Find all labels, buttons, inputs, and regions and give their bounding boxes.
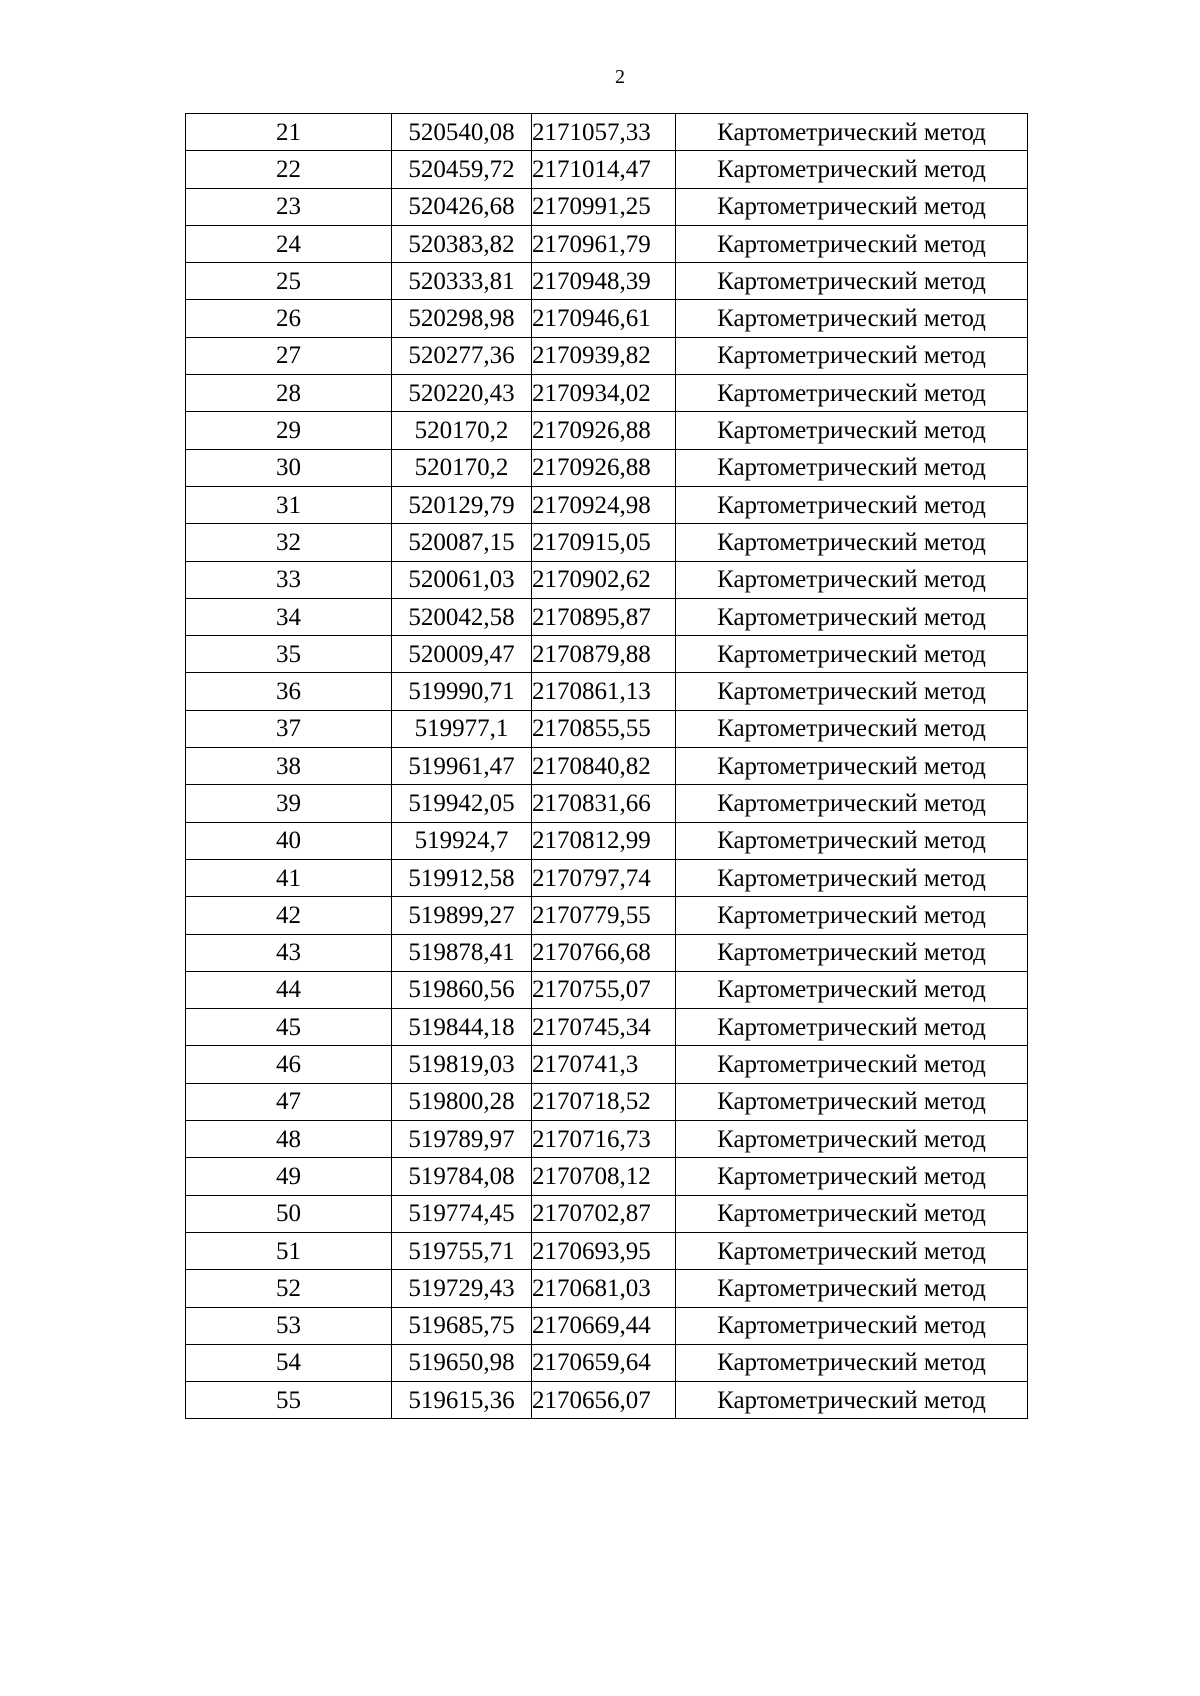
method-cell: Картометрический метод (676, 748, 1028, 785)
x-coordinate-cell: 520383,82 (392, 225, 532, 262)
method-cell: Картометрический метод (676, 188, 1028, 225)
y-coordinate-cell: 2170934,02 (532, 375, 676, 412)
table-row (186, 114, 1028, 151)
table-row (186, 1083, 1028, 1120)
x-coordinate-cell: 519800,28 (392, 1083, 532, 1120)
x-coordinate-cell: 519819,03 (392, 1046, 532, 1083)
x-coordinate-cell: 520061,03 (392, 561, 532, 598)
method-cell: Картометрический метод (676, 710, 1028, 747)
x-coordinate-cell: 520087,15 (392, 524, 532, 561)
table-row (186, 524, 1028, 561)
x-coordinate-cell: 519755,71 (392, 1232, 532, 1269)
y-coordinate-cell: 2170755,07 (532, 971, 676, 1008)
method-cell: Картометрический метод (676, 524, 1028, 561)
x-coordinate-cell: 519650,98 (392, 1344, 532, 1381)
x-coordinate-cell: 519789,97 (392, 1121, 532, 1158)
table-row (186, 1344, 1028, 1381)
y-coordinate-cell: 2170855,55 (532, 710, 676, 747)
y-coordinate-cell: 2170915,05 (532, 524, 676, 561)
point-number-cell: 47 (186, 1083, 392, 1120)
method-cell: Картометрический метод (676, 785, 1028, 822)
method-cell: Картометрический метод (676, 337, 1028, 374)
point-number-cell: 33 (186, 561, 392, 598)
y-coordinate-cell: 2171057,33 (532, 114, 676, 151)
method-cell: Картометрический метод (676, 859, 1028, 896)
table-row (186, 598, 1028, 635)
x-coordinate-cell: 520009,47 (392, 636, 532, 673)
x-coordinate-cell: 520170,2 (392, 412, 532, 449)
table-row (186, 1121, 1028, 1158)
point-number-cell: 35 (186, 636, 392, 673)
table-row (186, 971, 1028, 1008)
table-row (186, 859, 1028, 896)
table-row (186, 1307, 1028, 1344)
method-cell: Картометрический метод (676, 1232, 1028, 1269)
point-number-cell: 42 (186, 897, 392, 934)
table-row (186, 263, 1028, 300)
y-coordinate-cell: 2170926,88 (532, 412, 676, 449)
method-cell: Картометрический метод (676, 412, 1028, 449)
y-coordinate-cell: 2170895,87 (532, 598, 676, 635)
point-number-cell: 23 (186, 188, 392, 225)
method-cell: Картометрический метод (676, 636, 1028, 673)
point-number-cell: 31 (186, 486, 392, 523)
point-number-cell: 27 (186, 337, 392, 374)
point-number-cell: 26 (186, 300, 392, 337)
method-cell: Картометрический метод (676, 673, 1028, 710)
y-coordinate-cell: 2170659,64 (532, 1344, 676, 1381)
x-coordinate-cell: 520298,98 (392, 300, 532, 337)
y-coordinate-cell: 2170924,98 (532, 486, 676, 523)
y-coordinate-cell: 2170656,07 (532, 1382, 676, 1419)
method-cell: Картометрический метод (676, 449, 1028, 486)
table-row (186, 486, 1028, 523)
point-number-cell: 54 (186, 1344, 392, 1381)
method-cell: Картометрический метод (676, 225, 1028, 262)
table-row (186, 1046, 1028, 1083)
method-cell: Картометрический метод (676, 598, 1028, 635)
point-number-cell: 53 (186, 1307, 392, 1344)
point-number-cell: 37 (186, 710, 392, 747)
point-number-cell: 51 (186, 1232, 392, 1269)
method-cell: Картометрический метод (676, 151, 1028, 188)
table-row (186, 188, 1028, 225)
x-coordinate-cell: 520220,43 (392, 375, 532, 412)
y-coordinate-cell: 2170708,12 (532, 1158, 676, 1195)
table-row (186, 300, 1028, 337)
y-coordinate-cell: 2170718,52 (532, 1083, 676, 1120)
x-coordinate-cell: 520540,08 (392, 114, 532, 151)
point-number-cell: 25 (186, 263, 392, 300)
y-coordinate-cell: 2170693,95 (532, 1232, 676, 1269)
coordinates-table (185, 113, 1028, 1419)
table-row (186, 225, 1028, 262)
method-cell: Картометрический метод (676, 897, 1028, 934)
point-number-cell: 36 (186, 673, 392, 710)
y-coordinate-cell: 2170702,87 (532, 1195, 676, 1232)
method-cell: Картометрический метод (676, 1083, 1028, 1120)
table-row (186, 337, 1028, 374)
table-row (186, 1382, 1028, 1419)
point-number-cell: 39 (186, 785, 392, 822)
y-coordinate-cell: 2170991,25 (532, 188, 676, 225)
table-row (186, 1009, 1028, 1046)
x-coordinate-cell: 519860,56 (392, 971, 532, 1008)
table-row (186, 1270, 1028, 1307)
x-coordinate-cell: 519990,71 (392, 673, 532, 710)
y-coordinate-cell: 2170669,44 (532, 1307, 676, 1344)
x-coordinate-cell: 519899,27 (392, 897, 532, 934)
x-coordinate-cell: 520459,72 (392, 151, 532, 188)
x-coordinate-cell: 519615,36 (392, 1382, 532, 1419)
method-cell: Картометрический метод (676, 971, 1028, 1008)
method-cell: Картометрический метод (676, 1344, 1028, 1381)
point-number-cell: 55 (186, 1382, 392, 1419)
y-coordinate-cell: 2170741,3 (532, 1046, 676, 1083)
point-number-cell: 50 (186, 1195, 392, 1232)
y-coordinate-cell: 2170961,79 (532, 225, 676, 262)
y-coordinate-cell: 2170766,68 (532, 934, 676, 971)
x-coordinate-cell: 519844,18 (392, 1009, 532, 1046)
table-body (186, 114, 1028, 1419)
page-number: 2 (615, 66, 625, 88)
point-number-cell: 22 (186, 151, 392, 188)
x-coordinate-cell: 520426,68 (392, 188, 532, 225)
table-row (186, 822, 1028, 859)
x-coordinate-cell: 520042,58 (392, 598, 532, 635)
x-coordinate-cell: 519924,7 (392, 822, 532, 859)
method-cell: Картометрический метод (676, 114, 1028, 151)
y-coordinate-cell: 2170831,66 (532, 785, 676, 822)
x-coordinate-cell: 519961,47 (392, 748, 532, 785)
method-cell: Картометрический метод (676, 1009, 1028, 1046)
y-coordinate-cell: 2170861,13 (532, 673, 676, 710)
x-coordinate-cell: 519685,75 (392, 1307, 532, 1344)
table-row (186, 636, 1028, 673)
y-coordinate-cell: 2170939,82 (532, 337, 676, 374)
point-number-cell: 38 (186, 748, 392, 785)
x-coordinate-cell: 519912,58 (392, 859, 532, 896)
x-coordinate-cell: 520277,36 (392, 337, 532, 374)
point-number-cell: 28 (186, 375, 392, 412)
y-coordinate-cell: 2170926,88 (532, 449, 676, 486)
table-row (186, 1195, 1028, 1232)
point-number-cell: 52 (186, 1270, 392, 1307)
x-coordinate-cell: 519977,1 (392, 710, 532, 747)
method-cell: Картометрический метод (676, 822, 1028, 859)
point-number-cell: 24 (186, 225, 392, 262)
x-coordinate-cell: 519729,43 (392, 1270, 532, 1307)
point-number-cell: 21 (186, 114, 392, 151)
method-cell: Картометрический метод (676, 375, 1028, 412)
point-number-cell: 48 (186, 1121, 392, 1158)
method-cell: Картометрический метод (676, 1121, 1028, 1158)
x-coordinate-cell: 520129,79 (392, 486, 532, 523)
point-number-cell: 45 (186, 1009, 392, 1046)
table-row (186, 673, 1028, 710)
method-cell: Картометрический метод (676, 263, 1028, 300)
y-coordinate-cell: 2170948,39 (532, 263, 676, 300)
table-row (186, 785, 1028, 822)
y-coordinate-cell: 2171014,47 (532, 151, 676, 188)
x-coordinate-cell: 519878,41 (392, 934, 532, 971)
table-row (186, 412, 1028, 449)
method-cell: Картометрический метод (676, 561, 1028, 598)
point-number-cell: 40 (186, 822, 392, 859)
method-cell: Картометрический метод (676, 486, 1028, 523)
method-cell: Картометрический метод (676, 300, 1028, 337)
point-number-cell: 46 (186, 1046, 392, 1083)
y-coordinate-cell: 2170716,73 (532, 1121, 676, 1158)
x-coordinate-cell: 519942,05 (392, 785, 532, 822)
y-coordinate-cell: 2170840,82 (532, 748, 676, 785)
x-coordinate-cell: 520333,81 (392, 263, 532, 300)
method-cell: Картометрический метод (676, 934, 1028, 971)
table-row (186, 710, 1028, 747)
method-cell: Картометрический метод (676, 1195, 1028, 1232)
y-coordinate-cell: 2170745,34 (532, 1009, 676, 1046)
method-cell: Картометрический метод (676, 1158, 1028, 1195)
point-number-cell: 32 (186, 524, 392, 561)
y-coordinate-cell: 2170812,99 (532, 822, 676, 859)
table-row (186, 1232, 1028, 1269)
table-row (186, 1158, 1028, 1195)
table-row (186, 449, 1028, 486)
x-coordinate-cell: 519784,08 (392, 1158, 532, 1195)
x-coordinate-cell: 520170,2 (392, 449, 532, 486)
table-row (186, 748, 1028, 785)
table-row (186, 151, 1028, 188)
method-cell: Картометрический метод (676, 1382, 1028, 1419)
point-number-cell: 43 (186, 934, 392, 971)
x-coordinate-cell: 519774,45 (392, 1195, 532, 1232)
method-cell: Картометрический метод (676, 1046, 1028, 1083)
point-number-cell: 44 (186, 971, 392, 1008)
y-coordinate-cell: 2170946,61 (532, 300, 676, 337)
table-row (186, 561, 1028, 598)
y-coordinate-cell: 2170779,55 (532, 897, 676, 934)
method-cell: Картометрический метод (676, 1307, 1028, 1344)
point-number-cell: 34 (186, 598, 392, 635)
table-row (186, 934, 1028, 971)
y-coordinate-cell: 2170902,62 (532, 561, 676, 598)
y-coordinate-cell: 2170879,88 (532, 636, 676, 673)
y-coordinate-cell: 2170681,03 (532, 1270, 676, 1307)
y-coordinate-cell: 2170797,74 (532, 859, 676, 896)
point-number-cell: 49 (186, 1158, 392, 1195)
point-number-cell: 29 (186, 412, 392, 449)
table-row (186, 897, 1028, 934)
point-number-cell: 41 (186, 859, 392, 896)
method-cell: Картометрический метод (676, 1270, 1028, 1307)
point-number-cell: 30 (186, 449, 392, 486)
table-row (186, 375, 1028, 412)
